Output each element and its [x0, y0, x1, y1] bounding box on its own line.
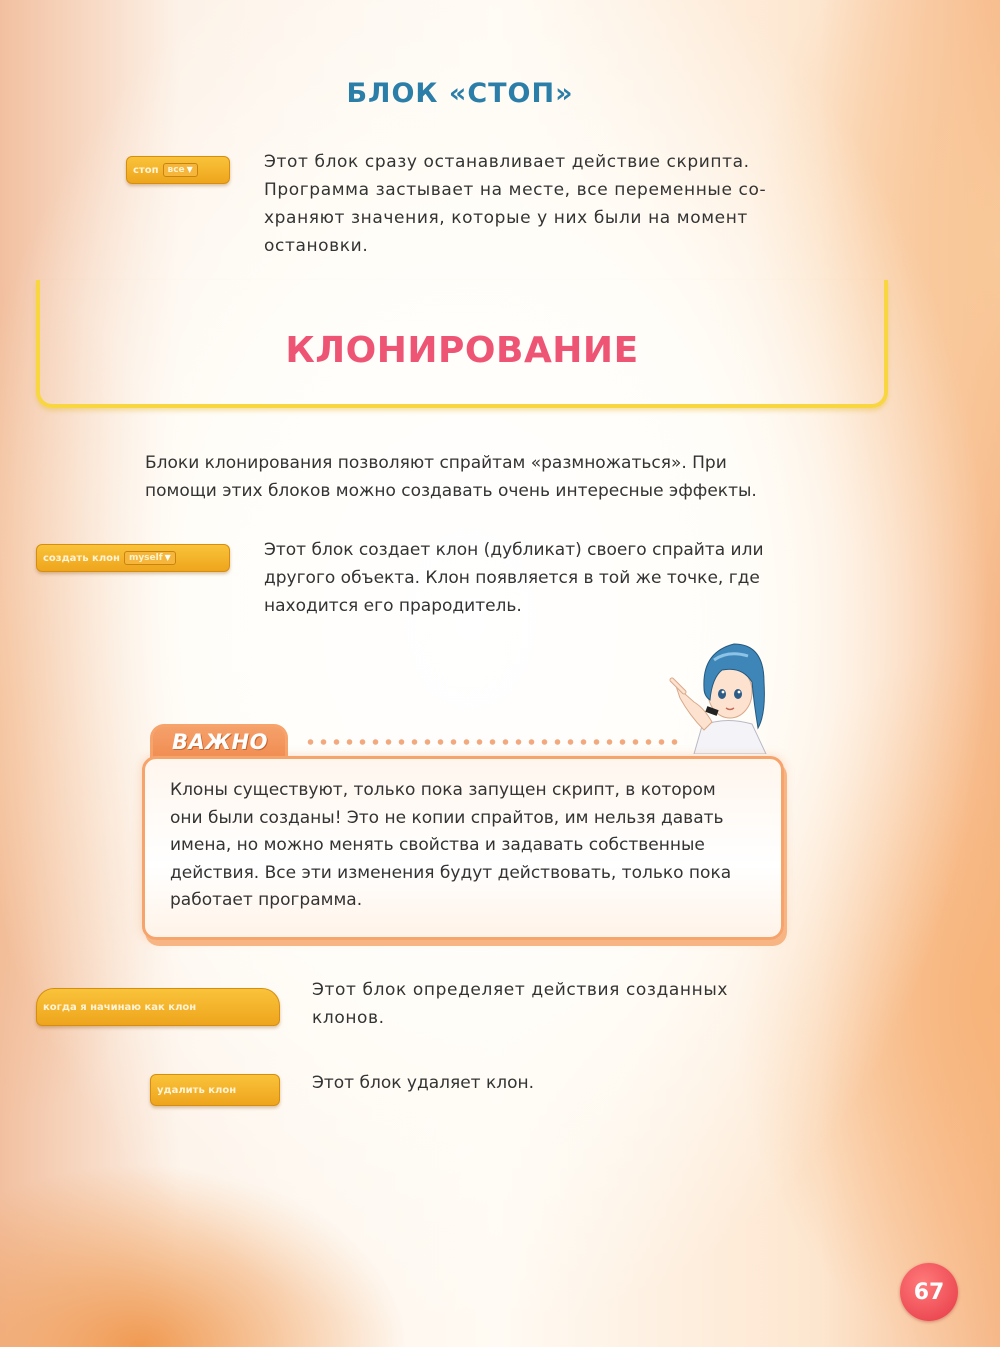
start-as-clone-label: когда я начинаю как клон	[43, 1001, 197, 1013]
create-clone-value[interactable]: myself ▼	[124, 551, 176, 565]
create-clone-line: Этот блок создает клон (дубликат) своего спрайта или	[264, 540, 764, 560]
delete-clone-label: удалить клон	[157, 1084, 237, 1096]
delete-clone-description: Этот блок удаляет клон.	[312, 1073, 535, 1093]
start-as-clone-description	[312, 976, 802, 1032]
stop-block-value[interactable]: все ▼	[163, 163, 198, 177]
create-clone-block[interactable]	[36, 544, 230, 572]
note-line: работает программа.	[170, 890, 363, 910]
cloning-intro	[145, 449, 805, 505]
stop-description-line: Этот блок сразу останавливает действие скрипта.	[264, 152, 750, 172]
stop-all-block[interactable]	[126, 156, 230, 184]
chevron-down-icon: ▼	[164, 553, 171, 562]
chevron-down-icon: ▼	[186, 165, 193, 174]
note-line: имена, но можно менять свойства и задавать собственные	[170, 835, 705, 855]
stop-section-title: БЛОК «СТОП»	[346, 78, 574, 109]
stop-block-label: стоп	[133, 164, 159, 176]
start-as-clone-line: клонов.	[312, 1008, 385, 1028]
note-line: действия. Все эти изменения будут действовать, только пока	[170, 862, 732, 883]
create-clone-line: другого объекта. Клон появляется в той же точке, где	[264, 568, 760, 588]
note-line: они были созданы! Это не копии спрайтов, им нельзя давать	[170, 807, 724, 828]
note-dotted-divider	[304, 738, 684, 746]
start-as-clone-block[interactable]	[36, 988, 280, 1026]
stop-description	[264, 148, 804, 260]
stop-description-line: Программа застывает на месте, все переменные со-	[264, 180, 767, 200]
delete-clone-block[interactable]	[150, 1074, 280, 1106]
note-line: Клоны существуют, только пока запущен скрипт, в котором	[170, 780, 716, 800]
important-note-text	[170, 777, 770, 915]
cloning-intro-line: помощи этих блоков можно создавать очень интересные эффекты.	[145, 481, 757, 501]
pointing-girl-illustration	[664, 630, 774, 754]
create-clone-line: находится его прародитель.	[264, 596, 522, 616]
cloning-intro-line: Блоки клонирования позволяют спрайтам «размножаться». При	[145, 453, 727, 473]
note-label: ВАЖНО	[172, 730, 268, 754]
stop-description-line: остановки.	[264, 236, 369, 256]
create-clone-description	[264, 536, 804, 620]
create-clone-label: создать клон	[43, 552, 120, 564]
page-number-badge: 67	[900, 1263, 958, 1321]
cloning-section-title: КЛОНИРОВАНИЕ	[285, 330, 639, 371]
stop-description-line: храняют значения, которые у них были на момент	[264, 208, 748, 228]
start-as-clone-line: Этот блок определяет действия созданных	[312, 980, 729, 1000]
